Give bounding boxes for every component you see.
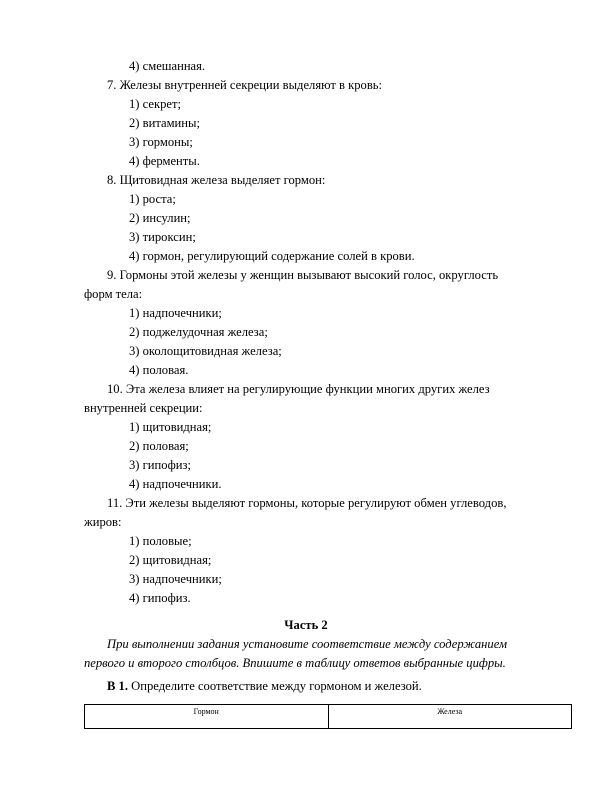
option-line: 3) надпочечники;: [129, 572, 222, 586]
question-11-continuation: жиров:: [84, 515, 122, 529]
question-10: 10. Эта железа влияет на регулирующие функции многих других желез: [107, 382, 490, 396]
question-9: 9. Гормоны этой железы у женщин вызывают высокий голос, округлость: [107, 268, 499, 282]
option-line: 4) гормон, регулирующий содержание солей в крови.: [129, 249, 415, 263]
option-line: 1) роста;: [129, 192, 176, 206]
answer-table: [84, 704, 572, 729]
option-line: 4) ферменты.: [129, 154, 200, 168]
question-10-continuation: внутренней секреции:: [84, 401, 203, 415]
option-line: 2) витамины;: [129, 116, 200, 130]
table-header-gland: Железа: [328, 705, 572, 729]
question-8: 8. Щитовидная железа выделяет гормон:: [107, 173, 326, 187]
option-line: 1) половые;: [129, 534, 192, 548]
option-line: 3) околощитовидная железа;: [129, 344, 282, 358]
part-2-instruction-continuation: первого и второго столбцов. Впишите в таблицу ответов выбранные цифры.: [84, 656, 506, 670]
option-line: 3) гипофиз;: [129, 458, 191, 472]
option-line: 1) щитовидная;: [129, 420, 212, 434]
task-b1: [107, 678, 422, 694]
option-line: 2) щитовидная;: [129, 553, 212, 567]
part-2-heading: Часть 2: [284, 618, 328, 632]
option-line: 4) половая.: [129, 363, 189, 377]
option-line: 3) гормоны;: [129, 135, 193, 149]
option-line: 2) инсулин;: [129, 211, 191, 225]
question-9-continuation: форм тела:: [84, 287, 143, 301]
option-line: 1) секрет;: [129, 97, 181, 111]
question-11: 11. Эти железы выделяют гормоны, которые регулируют обмен углеводов,: [107, 496, 507, 510]
part-2-instruction: При выполнении задания установите соответствие между содержанием: [107, 637, 508, 651]
task-b1-text: Определите соответствие между гормоном и железой.: [128, 679, 422, 693]
option-line: 2) поджелудочная железа;: [129, 325, 268, 339]
option-line: 4) смешанная.: [129, 59, 206, 73]
table-header-hormone: Гормон: [85, 705, 329, 729]
option-line: 4) гипофиз.: [129, 591, 191, 605]
question-7: 7. Железы внутренней секреции выделяют в кровь:: [107, 78, 383, 92]
option-line: 1) надпочечники;: [129, 306, 222, 320]
option-line: 4) надпочечники.: [129, 477, 222, 491]
option-line: 2) половая;: [129, 439, 189, 453]
table-row: [85, 705, 572, 729]
task-b1-label: В 1.: [107, 679, 128, 693]
option-line: 3) тироксин;: [129, 230, 196, 244]
